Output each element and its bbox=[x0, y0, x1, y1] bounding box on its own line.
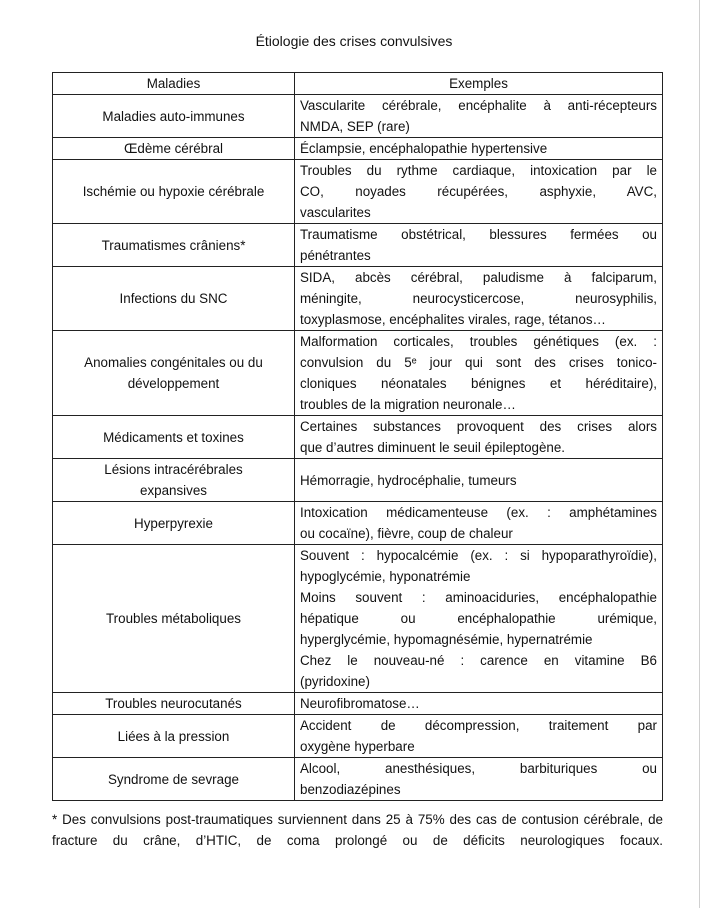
disease-cell bbox=[53, 95, 295, 138]
table-row bbox=[53, 138, 663, 160]
examples-cell bbox=[295, 95, 663, 138]
example-line: oxygène hyperbare bbox=[300, 739, 415, 754]
disease-line: Médicaments et toxines bbox=[103, 429, 244, 445]
example-line: Chez le nouveau-né : carence en vitamine B6 bbox=[300, 653, 657, 668]
example-line: toxyplasmose, encéphalites virales, rage, tétanos… bbox=[300, 312, 606, 327]
footnote bbox=[52, 809, 663, 851]
table-header-row bbox=[53, 73, 663, 95]
disease-cell bbox=[53, 545, 295, 693]
table-row bbox=[53, 545, 663, 693]
page-edge bbox=[699, 0, 700, 908]
disease-cell bbox=[53, 758, 295, 801]
examples-cell bbox=[295, 416, 663, 459]
example-line: pénétrantes bbox=[300, 248, 371, 263]
disease-cell bbox=[53, 693, 295, 715]
disease-line: Infections du SNC bbox=[119, 291, 228, 306]
example-line: Éclampsie, encéphalopathie hypertensive bbox=[300, 141, 548, 156]
footnote-text: * Des convulsions post-traumatiques surviennent dans 25 à 75% des cas de contusion cérébrale, de fracture du crâne, d’HTIC, de coma prolongé ou de déficits neurologiques focaux. bbox=[52, 812, 663, 848]
examples-cell bbox=[295, 715, 663, 758]
disease-line: Liées à la pression bbox=[117, 728, 230, 744]
example-line: (pyridoxine) bbox=[300, 674, 370, 689]
example-line: que d’autres diminuent le seuil épileptogène. bbox=[300, 440, 566, 455]
example-line: Certaines substances provoquent des crises alors bbox=[300, 419, 657, 434]
disease-line: Syndrome de sevrage bbox=[107, 771, 239, 787]
examples-cell bbox=[295, 459, 663, 502]
table-row bbox=[53, 416, 663, 459]
example-line: cloniques néonatales bénignes et héréditaire), bbox=[300, 376, 657, 391]
examples-cell bbox=[295, 138, 663, 160]
example-line: ou cocaïne), fièvre, coup de chaleur bbox=[300, 526, 513, 541]
example-line: Troubles du rythme cardiaque, intoxication par le bbox=[300, 163, 657, 178]
disease-line: Hyperpyrexie bbox=[134, 515, 213, 531]
example-line: hyperglycémie, hypomagnésémie, hypernatrémie bbox=[300, 632, 593, 647]
disease-cell bbox=[53, 138, 295, 160]
examples-cell bbox=[295, 545, 663, 693]
example-line: convulsion du 5ᵉ jour qui sont des crises tonico- bbox=[300, 355, 657, 370]
example-line: Traumatisme obstétrical, blessures fermées ou bbox=[300, 227, 657, 242]
disease-line: Œdème cérébral bbox=[124, 141, 223, 156]
table-row bbox=[53, 160, 663, 224]
example-line: méningite, neurocysticercose, neurosyphilis, bbox=[300, 291, 657, 306]
examples-cell bbox=[295, 502, 663, 545]
disease-line: Maladies auto-immunes bbox=[102, 108, 245, 124]
disease-cell bbox=[53, 267, 295, 331]
example-line: Souvent : hypocalcémie (ex. : si hypoparathyroïdie), bbox=[300, 548, 657, 563]
example-line: Intoxication médicamenteuse (ex. : amphétamines bbox=[300, 505, 657, 520]
disease-cell bbox=[53, 502, 295, 545]
table-row bbox=[53, 715, 663, 758]
example-line: benzodiazépines bbox=[300, 782, 401, 797]
table-row bbox=[53, 331, 663, 416]
header-diseases: Maladies bbox=[53, 73, 295, 95]
example-line: Accident de décompression, traitement par bbox=[300, 718, 657, 733]
example-line: Alcool, anesthésiques, barbituriques ou bbox=[300, 761, 657, 776]
disease-cell bbox=[53, 416, 295, 459]
examples-cell bbox=[295, 224, 663, 267]
table-row bbox=[53, 502, 663, 545]
example-line: Malformation corticales, troubles génétiques (ex. : bbox=[300, 334, 657, 349]
table-row bbox=[53, 758, 663, 801]
example-line: Moins souvent : aminoaciduries, encéphalopathie bbox=[300, 590, 657, 605]
disease-line: Troubles neurocutanés bbox=[105, 696, 242, 711]
table-row bbox=[53, 267, 663, 331]
example-line: vascularites bbox=[300, 205, 371, 220]
disease-line: Lésions intracérébrales bbox=[104, 462, 243, 477]
disease-line: Anomalies congénitales ou du bbox=[84, 355, 263, 370]
disease-cell bbox=[53, 331, 295, 416]
disease-line: expansives bbox=[140, 483, 207, 498]
disease-cell bbox=[53, 459, 295, 502]
disease-cell bbox=[53, 224, 295, 267]
examples-cell bbox=[295, 267, 663, 331]
examples-cell bbox=[295, 693, 663, 715]
examples-cell bbox=[295, 331, 663, 416]
disease-cell bbox=[53, 715, 295, 758]
etiology-table bbox=[52, 72, 663, 801]
disease-line: Troubles métaboliques bbox=[106, 611, 241, 626]
example-line: troubles de la migration neuronale… bbox=[300, 397, 516, 412]
example-line: SIDA, abcès cérébral, paludisme à falciparum, bbox=[300, 270, 657, 285]
disease-line: Ischémie ou hypoxie cérébrale bbox=[82, 184, 265, 199]
disease-line: Traumatismes crâniens* bbox=[101, 237, 246, 253]
example-line: Vascularite cérébrale, encéphalite à anti-récepteurs bbox=[300, 98, 657, 113]
table-row bbox=[53, 224, 663, 267]
disease-line: développement bbox=[127, 376, 220, 391]
example-line: hypoglycémie, hyponatrémie bbox=[300, 569, 471, 584]
header-examples: Exemples bbox=[295, 73, 663, 95]
example-line: NMDA, SEP (rare) bbox=[300, 119, 410, 134]
examples-cell bbox=[295, 160, 663, 224]
table-row bbox=[53, 693, 663, 715]
document-title: Étiologie des crises convulsives bbox=[255, 33, 453, 49]
example-line: Hémorragie, hydrocéphalie, tumeurs bbox=[300, 472, 517, 488]
examples-cell bbox=[295, 758, 663, 801]
disease-cell bbox=[53, 160, 295, 224]
example-line: CO, noyades récupérées, asphyxie, AVC, bbox=[300, 184, 657, 199]
example-line: Neurofibromatose… bbox=[300, 696, 420, 711]
example-line: hépatique ou encéphalopathie urémique, bbox=[300, 611, 657, 626]
table-row bbox=[53, 95, 663, 138]
table-row bbox=[53, 459, 663, 502]
